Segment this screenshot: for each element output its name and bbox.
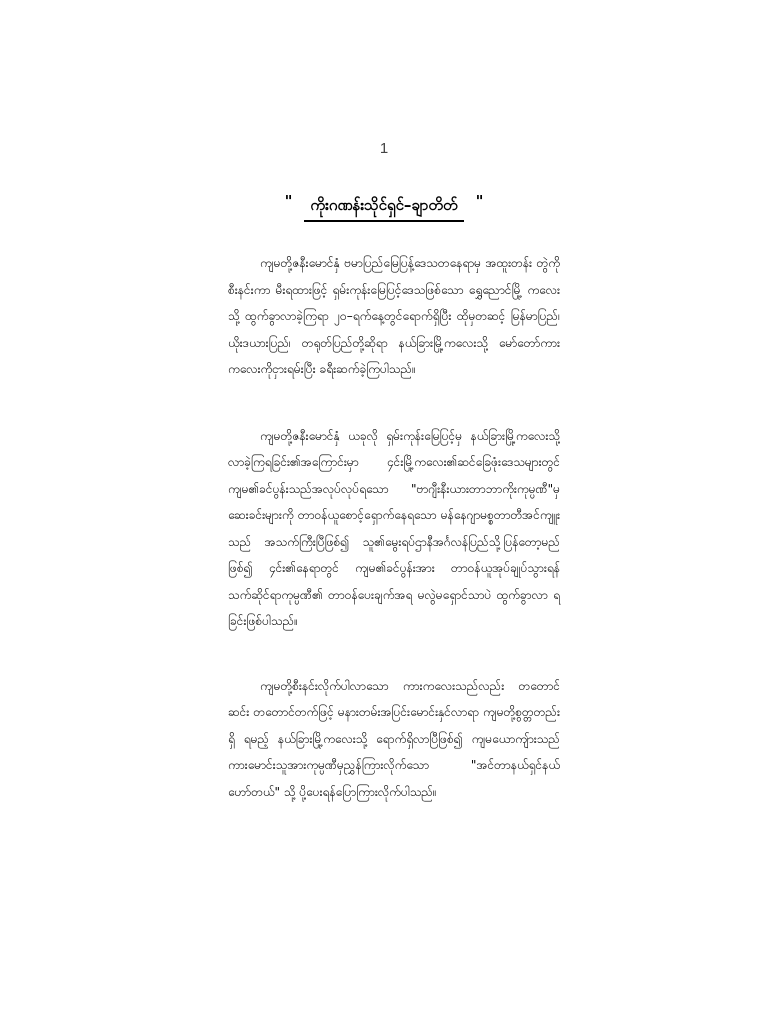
paragraph-3: ကျမတို့စီးနင်းလိုက်ပါလာသော ကားကလေးသည်လည်း တတောင်ဆင်း တတောင်တက်ဖြင့် မနားတမ်းအပြင်းမောင်းနှင်လာရာ ကျမတို့စွတ္တတည်းရှိ ရမည့် နယ်ခြားမြို့ကလေးသို့ ရောက်ရှိလာပြီဖြစ်၍ ကျမယောကျ်ားသည် ကားမောင်းသူအားကုမ္ပဏီမှညွှန်ကြားလိုက်သော "အင်တာနယ်ရှင်နယ်ဟော်တယ်" သို့ ပို့ပေးရန်ပြောကြားလိုက်ပါသည်။ [228,678,560,799]
page-number: 1 [379,140,389,157]
paragraph-1: ကျမတို့ဇနီးမောင်နှံ ဗမာပြည်မြေပြန့်ဒေသတနေရာမှ အထူးတန်း တွဲကိုစီးနင်းကာ မီးရထားဖြင့် ရှမ်းကုန်းမြေပြင့်ဒေသဖြစ်သော ရွှေညောင်မြို့ ကလေးသို့ ထွက်ခွာလာခဲ့ကြရာ ၂၀–ရက်နေ့တွင်ရောက်ရှိပြီး ထိုမှတဆင့် မြန်မာပြည်၊ ယိုးဒယားပြည်၊ တရုတ်ပြည်တို့ဆိုရာ နယ်ခြားမြို့ကလေးသို့ မော်တော်ကားကလေးကိုငှားရမ်းပြီး ခရီးဆက်ခဲ့ကြပါသည်။ [228,256,560,376]
body-text [228,250,560,845]
chapter-title: ကိုးဂဏန်းသိုင်ရှင်–ချာတိတ် [304,194,463,222]
paragraph-2: ကျမတို့ဇနီးမောင်နှံ ယခုလို ရှမ်းကုန်းမြေပြင့်မှ နယ်ခြားမြို့ကလေးသို့ လာခဲ့ကြရခြင်း၏အကြောင်းမှာ ၄င်းမြို့ကလေး၏ဆင်ခြေဖုံးဒေသများတွင် ကျမ၏ခင်ပွန်းသည်အလုပ်လုပ်ရသော "ဗာဂျီးနီးယားတာဘာကိုးကုမ္ပဏီ"မှ ဆေးခင်းများကို တာဝန်ယူစောင့်ရှောက်နေရသော မန်နေဂျာမစ္စတာတီအင်ကျူး သည် အသက်ကြီးပြီဖြစ်၍ သူ၏မွေးရပ်ဌာနီအင်္ဂလန်ပြည်သို့ပြန်တော့မည် ဖြစ်၍ ၄င်း၏နေရာတွင် ကျမ၏ခင်ပွန်းအား တာဝန်ယူအုပ်ချုပ်သွားရန် သက်ဆိုင်ရာကုမ္ပဏီ၏ တာဝန်ပေးချက်အရ မလွဲမရှောင်သာပဲ ထွက်ခွာလာ ရခြင်းဖြစ်ပါသည်။ [228,428,560,628]
chapter-heading [0,194,768,222]
heading-open-mark: " [284,192,293,210]
heading-close-mark: " [475,192,484,210]
